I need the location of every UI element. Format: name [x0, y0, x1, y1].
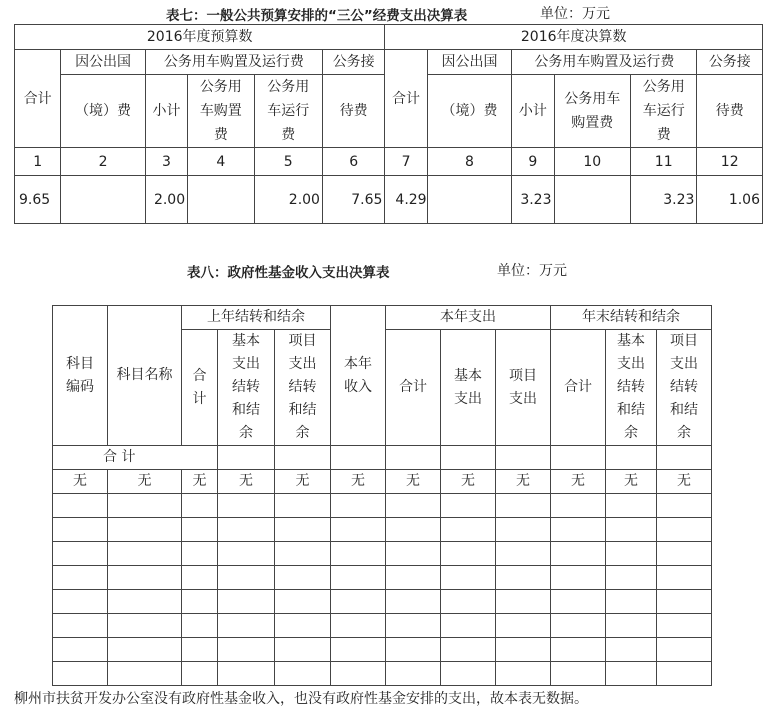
none-cell: 无	[108, 470, 182, 494]
table7-unit: 单位：万元	[540, 6, 610, 22]
index-cell: 7	[385, 148, 427, 176]
index-cell: 12	[697, 148, 763, 176]
value-cell: 1.06	[697, 176, 763, 224]
budget-header: 2016年度预算数	[15, 25, 385, 50]
col-purchase-final: 公务用车购置费	[554, 75, 631, 148]
group-curr: 本年支出	[386, 306, 551, 330]
footnote: 柳州市扶贫开发办公室没有政府性基金收入，也没有政府性基金安排的支出，故本表无数据。	[14, 691, 588, 707]
col-purchase: 公务用车购置费	[188, 75, 254, 148]
empty-row	[53, 638, 712, 662]
value-cell: 2.00	[145, 176, 187, 224]
col-prev-total: 合计	[182, 330, 218, 446]
none-cell: 无	[53, 470, 108, 494]
col-reception-final: 公务接	[697, 50, 763, 75]
empty-row	[53, 566, 712, 590]
value-cell: 9.65	[15, 176, 61, 224]
empty-row	[53, 590, 712, 614]
table7	[14, 24, 763, 224]
none-cell: 无	[331, 470, 386, 494]
index-cell: 8	[427, 148, 512, 176]
table8-title: 表八：政府性基金收入支出决算表	[187, 265, 390, 281]
col-name: 科目名称	[108, 306, 182, 446]
col-vehicle: 公务用车购置及运行费	[145, 50, 322, 75]
group-prev: 上年结转和结余	[182, 306, 331, 330]
index-cell: 1	[15, 148, 61, 176]
col-running: 公务用车运行费	[254, 75, 322, 148]
col-vehicle-final: 公务用车购置及运行费	[512, 50, 697, 75]
none-cell: 无	[218, 470, 275, 494]
value-cell: 7.65	[322, 176, 384, 224]
col-running-final: 公务用车运行费	[631, 75, 697, 148]
col-curr-basic: 基本支出	[441, 330, 496, 446]
index-cell: 3	[145, 148, 187, 176]
index-cell: 6	[322, 148, 384, 176]
col-curr-project: 项目支出	[496, 330, 551, 446]
table7-title: 表七：一般公共预算安排的“三公”经费支出决算表	[166, 8, 468, 24]
index-cell: 10	[554, 148, 631, 176]
empty-row	[53, 494, 712, 518]
sum-row-label: 合 计	[53, 446, 218, 470]
value-cell: 3.23	[631, 176, 697, 224]
col-code: 科目编码	[53, 306, 108, 446]
col-end-total: 合计	[551, 330, 606, 446]
index-cell: 2	[61, 148, 146, 176]
value-cell	[427, 176, 512, 224]
none-cell: 无	[441, 470, 496, 494]
col-reception-bottom: 待费	[322, 75, 384, 148]
index-cell: 4	[188, 148, 254, 176]
col-reception-bottom-final: 待费	[697, 75, 763, 148]
index-cell: 9	[512, 148, 554, 176]
col-end-project: 项目支出结转和结余	[657, 330, 712, 446]
col-end-basic: 基本支出结转和结余	[606, 330, 657, 446]
value-cell	[61, 176, 146, 224]
none-cell: 无	[496, 470, 551, 494]
none-cell: 无	[386, 470, 441, 494]
none-cell: 无	[657, 470, 712, 494]
value-cell	[188, 176, 254, 224]
group-end: 年末结转和结余	[551, 306, 712, 330]
table8	[52, 305, 712, 686]
final-header: 2016年度决算数	[385, 25, 763, 50]
none-cell: 无	[275, 470, 331, 494]
col-abroad-bottom-final: （境）费	[427, 75, 512, 148]
value-cell: 2.00	[254, 176, 322, 224]
col-income: 本年收入	[331, 306, 386, 446]
none-cell: 无	[182, 470, 218, 494]
value-cell	[554, 176, 631, 224]
col-subtotal: 小计	[145, 75, 187, 148]
empty-row	[53, 542, 712, 566]
col-total-final: 合计	[385, 50, 427, 148]
empty-row	[53, 662, 712, 686]
col-abroad-bottom: （境）费	[61, 75, 146, 148]
col-abroad-final: 因公出国	[427, 50, 512, 75]
col-prev-basic: 基本支出结转和结余	[218, 330, 275, 446]
value-cell: 4.29	[385, 176, 427, 224]
col-prev-project: 项目支出结转和结余	[275, 330, 331, 446]
col-total: 合计	[15, 50, 61, 148]
value-cell: 3.23	[512, 176, 554, 224]
col-curr-total: 合计	[386, 330, 441, 446]
col-abroad: 因公出国	[61, 50, 146, 75]
index-cell: 5	[254, 148, 322, 176]
table8-unit: 单位：万元	[497, 263, 567, 279]
empty-row	[53, 614, 712, 638]
index-cell: 11	[631, 148, 697, 176]
col-reception: 公务接	[322, 50, 384, 75]
col-subtotal-final: 小计	[512, 75, 554, 148]
none-cell: 无	[606, 470, 657, 494]
empty-row	[53, 518, 712, 542]
none-cell: 无	[551, 470, 606, 494]
